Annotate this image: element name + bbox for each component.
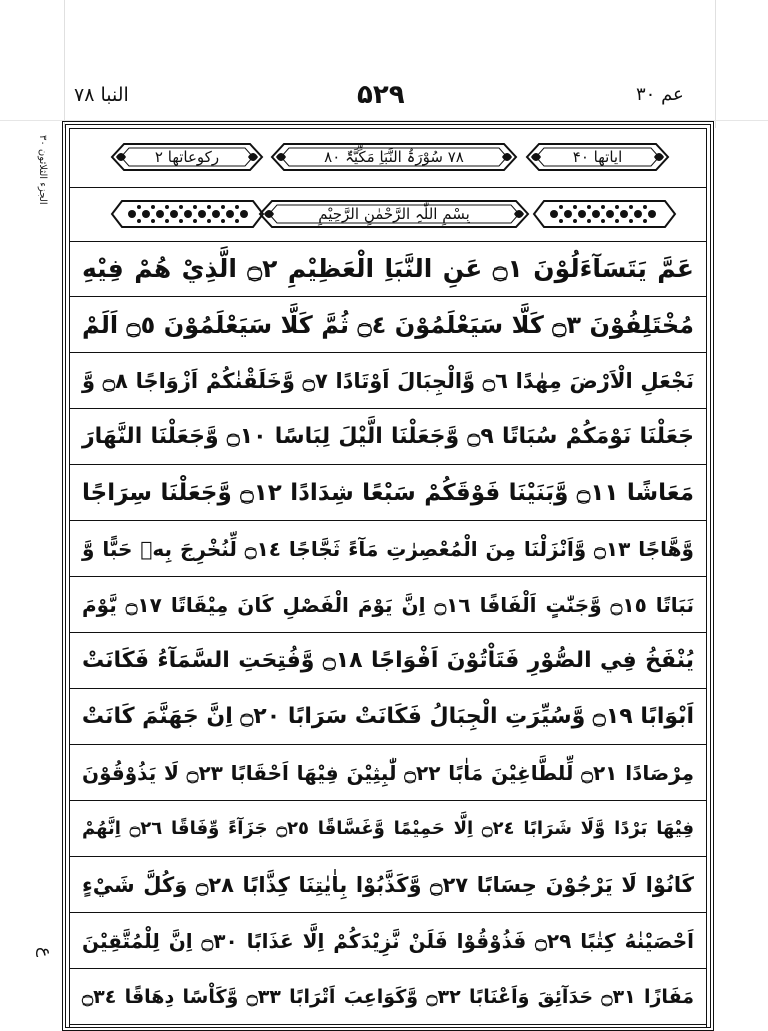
bismillah-cartouche: [258, 199, 530, 229]
ornament-icon: [110, 199, 265, 229]
surah-title-banner: [70, 129, 706, 188]
page-number: ۵۲۹: [357, 80, 405, 110]
ruku-marker: ع: [35, 946, 55, 958]
verse-line: يُنْفَخُ فِي الصُّوْرِ فَتَاْتُوْنَ اَفْوَاجًا ۝١٨ وَّفُتِحَتِ السَّمَآءُ فَكَانَتْ: [70, 633, 706, 689]
verse-line: نَجْعَلِ الْاَرْضَ مِهٰدًا ۝٦ وَّالْجِبَالَ اَوْتَادًا ۝٧ وَّخَلَقْنٰكُمْ اَزْوَاجًا ۝٨ وَّ: [70, 353, 706, 409]
verse-line: نَبَاتًا ۝١٥ وَّجَنّٰتٍ اَلْفَافًا ۝١٦ اِنَّ يَوْمَ الْفَصْلِ كَانَ مِيْقَاتًا ۝١٧ يَّوْمَ: [70, 577, 706, 633]
surah-label: النبا ۷۸: [74, 84, 129, 106]
juz-label: عم ۳۰: [636, 84, 684, 105]
verse-line: جَعَلْنَا نَوْمَكُمْ سُبَاتًا ۝٩ وَّجَعَلْنَا الَّيْلَ لِبَاسًا ۝١٠ وَّجَعَلْنَا النَّهَارَ: [70, 409, 706, 465]
verse-lines: [70, 241, 706, 1027]
bismillah-text: بِسْمِ اللّٰہِ الرَّحْمٰنِ الرَّحِیْمِ: [318, 205, 470, 223]
ornament-left-cartouche: [110, 199, 265, 229]
ruku-count: رکوعاتھا ۲: [154, 148, 220, 166]
juz-margin-note: الجزء الثلاثون ۳۰: [37, 135, 48, 205]
bismillah-banner: [70, 187, 706, 242]
verse-line: وَّهَّاجًا ۝١٣ وَّاَنْزَلْنَا مِنَ الْمُعْصِرٰتِ مَآءً ثَجَّاجًا ۝١٤ لِّنُخْرِجَ بِهٖ حَبًّا وَّ: [70, 521, 706, 577]
ayat-count: ایاتھا ۴۰: [572, 148, 623, 166]
surah-name-cartouche: [270, 142, 518, 172]
verse-line: اَحْصَيْنٰهُ كِتٰبًا ۝٢٩ فَذُوْقُوْا فَلَنْ نَّزِيْدَكُمْ اِلَّا عَذَابًا ۝٣٠ اِنَّ لِلْمُتَّقِيْنَ: [70, 913, 706, 969]
verse-line: عَمَّ يَتَسَآءَلُوْنَ ۝١ عَنِ النَّبَاِ الْعَظِيْمِ ۝٢ الَّذِيْ هُمْ فِيْهِ: [70, 241, 706, 297]
ruku-count-cartouche: [110, 142, 264, 172]
verse-line: فِيْهَا بَرْدًا وَّلَا شَرَابًا ۝٢٤ اِلَّا حَمِيْمًا وَّغَسَّاقًا ۝٢٥ جَزَآءً وِّفَاقًا ۝٢٦ اِنَّهُمْ: [70, 801, 706, 857]
page-frame: [62, 121, 714, 1031]
ornament-icon: [532, 199, 677, 229]
verse-line: اَبْوَابًا ۝١٩ وَّسُيِّرَتِ الْجِبَالُ فَكَانَتْ سَرَابًا ۝٢٠ اِنَّ جَهَنَّمَ كَانَتْ: [70, 689, 706, 745]
verse-line: مَفَازًا ۝٣١ حَدَآئِقَ وَاَعْنَابًا ۝٣٢ وَّكَوَاعِبَ اَتْرَابًا ۝٣٣ وَّكَاْسًا دِهَاقًا ۝٣٤: [70, 969, 706, 1025]
verse-line: مُخْتَلِفُوْنَ ۝٣ كَلَّا سَيَعْلَمُوْنَ ۝٤ ثُمَّ كَلَّا سَيَعْلَمُوْنَ ۝٥ اَلَمْ: [70, 297, 706, 353]
page-guide-right: [715, 0, 716, 128]
verse-line: مِرْصَادًا ۝٢١ لِّلطَّاغِيْنَ مَاٰبًا ۝٢٢ لّٰبِثِيْنَ فِيْهَا اَحْقَابًا ۝٢٣ لَا يَذُوْقُوْنَ: [70, 745, 706, 801]
ayat-count-cartouche: [525, 142, 670, 172]
page-guide-left: [64, 0, 65, 128]
ornament-right-cartouche: [532, 199, 677, 229]
verse-line: مَعَاشًا ۝١١ وَّبَنَيْنَا فَوْقَكُمْ سَبْعًا شِدَادًا ۝١٢ وَّجَعَلْنَا سِرَاجًا: [70, 465, 706, 521]
surah-name: ۷۸ سُوْرَۃُ النَّبَاِ مَکِّیَّۃٌ ۸۰: [324, 148, 464, 166]
verse-line: كَانُوْا لَا يَرْجُوْنَ حِسَابًا ۝٢٧ وَّكَذَّبُوْا بِاٰيٰتِنَا كِذَّابًا ۝٢٨ وَكُلَّ شَيْءٍ: [70, 857, 706, 913]
page-frame-inner: [69, 128, 707, 1027]
